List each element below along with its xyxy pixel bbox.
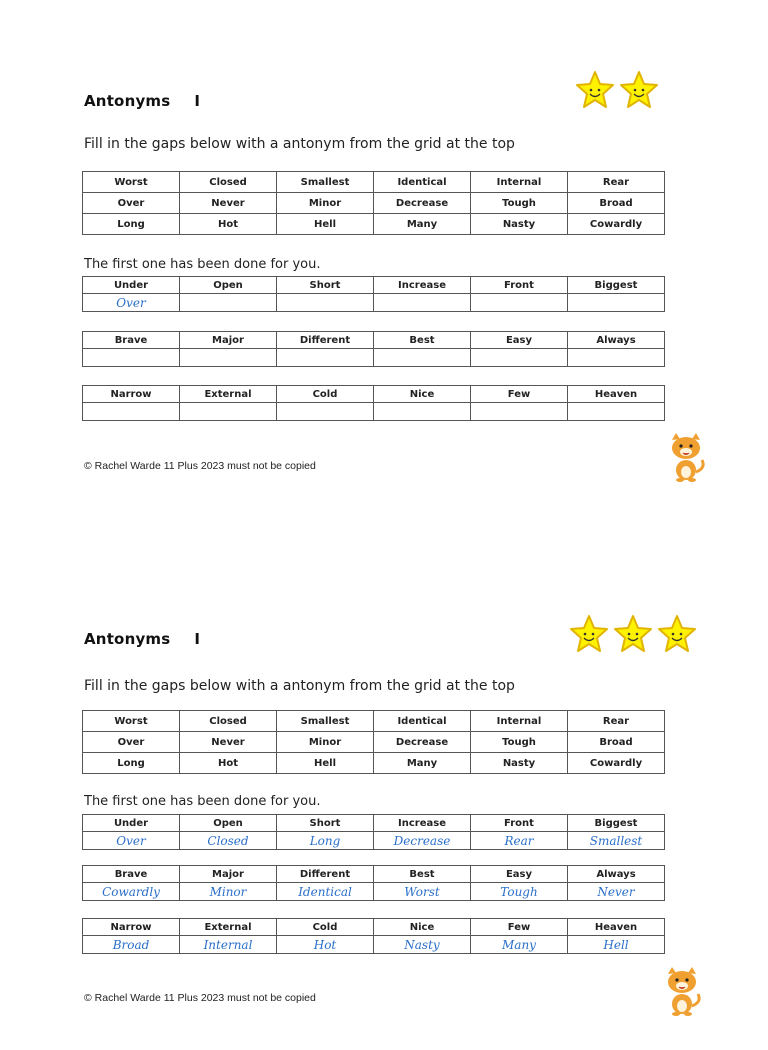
prompt-word: Major <box>180 866 277 883</box>
answer-table-2 <box>82 331 665 367</box>
word-cell: Many <box>374 753 471 774</box>
answer-cell[interactable] <box>568 294 665 312</box>
table-row <box>83 349 665 367</box>
prompt-word: Biggest <box>568 815 665 832</box>
word-cell: Rear <box>568 172 665 193</box>
worksheet-title <box>84 630 200 648</box>
star-icon <box>618 70 660 110</box>
answer-cell[interactable]: Closed <box>180 832 277 850</box>
prompt-word: Short <box>277 815 374 832</box>
prompt-word: Different <box>277 866 374 883</box>
answer-cell[interactable] <box>277 294 374 312</box>
answer-cell[interactable] <box>83 403 180 421</box>
answer-cell[interactable] <box>180 349 277 367</box>
word-cell: Tough <box>471 732 568 753</box>
prompt-word: Front <box>471 815 568 832</box>
word-cell: Nasty <box>471 753 568 774</box>
answer-cell[interactable]: Smallest <box>568 832 665 850</box>
table-row <box>83 919 665 936</box>
table-row <box>83 832 665 850</box>
word-cell: Worst <box>83 711 180 732</box>
word-cell: Rear <box>568 711 665 732</box>
answer-table-3 <box>82 385 665 421</box>
word-cell: Internal <box>471 172 568 193</box>
instruction-text: Fill in the gaps below with a antonym from the grid at the top <box>84 136 515 152</box>
prompt-word: Under <box>83 277 180 294</box>
worksheet-answers <box>0 538 768 1050</box>
prompt-word: Under <box>83 815 180 832</box>
word-cell: Cowardly <box>568 753 665 774</box>
prompt-word: Short <box>277 277 374 294</box>
word-cell: Nasty <box>471 214 568 235</box>
table-row <box>83 386 665 403</box>
table-row <box>83 711 665 732</box>
prompt-word: Cold <box>277 386 374 403</box>
word-cell: Over <box>83 193 180 214</box>
prompt-word: Biggest <box>568 277 665 294</box>
word-cell: Cowardly <box>568 214 665 235</box>
star-icon <box>574 70 616 110</box>
prompt-word: Open <box>180 277 277 294</box>
example-note: The first one has been done for you. <box>84 794 321 809</box>
answer-cell[interactable]: Many <box>471 936 568 954</box>
example-note: The first one has been done for you. <box>84 257 321 272</box>
word-cell: Minor <box>277 732 374 753</box>
answer-cell[interactable] <box>471 294 568 312</box>
word-cell: Long <box>83 753 180 774</box>
word-cell: Never <box>180 193 277 214</box>
star-icon <box>612 614 654 654</box>
prompt-word: Nice <box>374 386 471 403</box>
prompt-word: Narrow <box>83 919 180 936</box>
copyright-text: © Rachel Warde 11 Plus 2023 must not be copied <box>84 992 316 1004</box>
star-rating <box>574 70 660 110</box>
title-number: I <box>194 92 201 110</box>
answer-cell[interactable] <box>180 294 277 312</box>
prompt-word: Few <box>471 386 568 403</box>
answer-cell[interactable]: Minor <box>180 883 277 901</box>
prompt-word: Always <box>568 332 665 349</box>
table-row <box>83 332 665 349</box>
answer-cell[interactable]: Broad <box>83 936 180 954</box>
word-cell: Many <box>374 214 471 235</box>
answer-cell[interactable] <box>180 403 277 421</box>
word-cell: Long <box>83 214 180 235</box>
answer-cell[interactable] <box>277 403 374 421</box>
answer-table-2 <box>82 865 665 901</box>
answer-cell[interactable]: Nasty <box>374 936 471 954</box>
word-cell: Hot <box>180 214 277 235</box>
word-cell: Closed <box>180 172 277 193</box>
answer-cell[interactable] <box>568 403 665 421</box>
answer-cell[interactable]: Worst <box>374 883 471 901</box>
instruction-text: Fill in the gaps below with a antonym from the grid at the top <box>84 678 515 694</box>
prompt-word: Major <box>180 332 277 349</box>
prompt-word: Increase <box>374 277 471 294</box>
table-row <box>83 866 665 883</box>
word-cell: Decrease <box>374 732 471 753</box>
answer-cell[interactable]: Decrease <box>374 832 471 850</box>
cat-mascot-icon <box>662 966 702 1020</box>
word-cell: Broad <box>568 732 665 753</box>
word-cell: Broad <box>568 193 665 214</box>
word-cell: Closed <box>180 711 277 732</box>
prompt-word: Brave <box>83 332 180 349</box>
answer-cell[interactable]: Over <box>83 832 180 850</box>
title-text: Antonyms <box>84 92 171 110</box>
prompt-word: Narrow <box>83 386 180 403</box>
prompt-word: External <box>180 386 277 403</box>
word-cell: Hell <box>277 214 374 235</box>
word-cell: Hot <box>180 753 277 774</box>
answer-table-1 <box>82 276 665 312</box>
prompt-word: Nice <box>374 919 471 936</box>
answer-cell[interactable]: Identical <box>277 883 374 901</box>
answer-cell[interactable] <box>277 349 374 367</box>
table-row <box>83 193 665 214</box>
word-cell: Smallest <box>277 711 374 732</box>
word-cell: Internal <box>471 711 568 732</box>
answer-cell[interactable]: Never <box>568 883 665 901</box>
prompt-word: Always <box>568 866 665 883</box>
answer-cell[interactable] <box>374 294 471 312</box>
word-cell: Over <box>83 732 180 753</box>
prompt-word: Different <box>277 332 374 349</box>
table-row <box>83 936 665 954</box>
answer-cell[interactable]: Hell <box>568 936 665 954</box>
word-grid <box>82 171 665 235</box>
prompt-word: Easy <box>471 866 568 883</box>
table-row <box>83 403 665 421</box>
word-cell: Hell <box>277 753 374 774</box>
word-cell: Tough <box>471 193 568 214</box>
answer-cell[interactable]: Tough <box>471 883 568 901</box>
prompt-word: External <box>180 919 277 936</box>
answer-cell[interactable] <box>568 349 665 367</box>
answer-table-3 <box>82 918 665 954</box>
answer-cell[interactable]: Internal <box>180 936 277 954</box>
word-grid <box>82 710 665 774</box>
star-rating <box>568 614 698 654</box>
answer-cell[interactable]: Cowardly <box>83 883 180 901</box>
prompt-word: Open <box>180 815 277 832</box>
table-row <box>83 883 665 901</box>
star-icon <box>656 614 698 654</box>
prompt-word: Front <box>471 277 568 294</box>
word-cell: Minor <box>277 193 374 214</box>
word-cell: Smallest <box>277 172 374 193</box>
answer-cell[interactable] <box>374 349 471 367</box>
star-icon <box>568 614 610 654</box>
prompt-word: Few <box>471 919 568 936</box>
answer-cell[interactable]: Hot <box>277 936 374 954</box>
answer-cell[interactable] <box>83 349 180 367</box>
prompt-word: Brave <box>83 866 180 883</box>
table-row <box>83 815 665 832</box>
prompt-word: Heaven <box>568 919 665 936</box>
table-row <box>83 277 665 294</box>
answer-cell[interactable] <box>471 349 568 367</box>
title-number: I <box>194 630 201 648</box>
answer-table-1 <box>82 814 665 850</box>
answer-cell[interactable]: Long <box>277 832 374 850</box>
prompt-word: Easy <box>471 332 568 349</box>
prompt-word: Increase <box>374 815 471 832</box>
table-row <box>83 214 665 235</box>
word-cell: Decrease <box>374 193 471 214</box>
table-row <box>83 172 665 193</box>
word-cell: Identical <box>374 711 471 732</box>
prompt-word: Best <box>374 332 471 349</box>
cat-mascot-icon <box>666 432 706 486</box>
worksheet-blank <box>0 0 768 512</box>
table-row <box>83 294 665 312</box>
prompt-word: Cold <box>277 919 374 936</box>
word-cell: Worst <box>83 172 180 193</box>
word-cell: Identical <box>374 172 471 193</box>
table-row <box>83 732 665 753</box>
prompt-word: Heaven <box>568 386 665 403</box>
answer-cell[interactable] <box>374 403 471 421</box>
answer-cell[interactable] <box>471 403 568 421</box>
copyright-text: © Rachel Warde 11 Plus 2023 must not be copied <box>84 460 316 472</box>
table-row <box>83 753 665 774</box>
answer-cell[interactable]: Rear <box>471 832 568 850</box>
answer-cell[interactable]: Over <box>83 294 180 312</box>
word-cell: Never <box>180 732 277 753</box>
title-text: Antonyms <box>84 630 171 648</box>
worksheet-title <box>84 92 200 110</box>
prompt-word: Best <box>374 866 471 883</box>
